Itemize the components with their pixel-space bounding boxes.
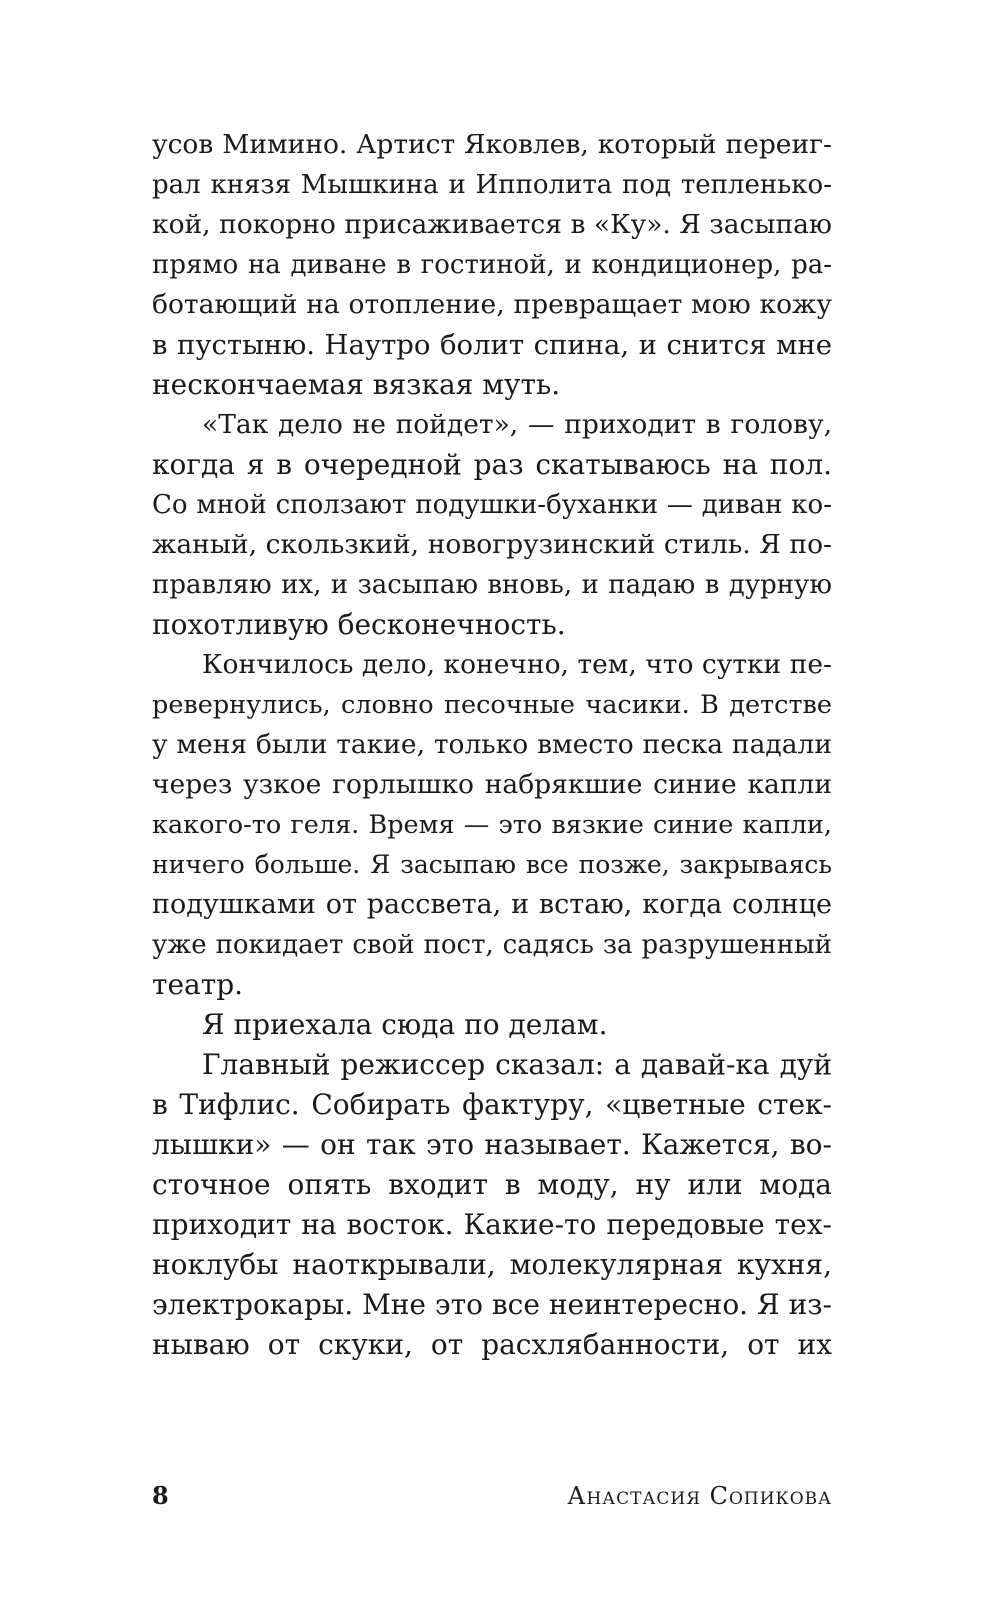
text-line: нываю от скуки, от расхлябанности, от их (152, 1328, 832, 1361)
text-line: приходит на восток. Какие-то передовые тех- (152, 1208, 832, 1241)
text-line: «Так дело не пойдет», — приходит в голову, (202, 409, 832, 440)
text-line: Я приехала сюда по делам. (202, 1008, 608, 1041)
text-line: подушками от рассвета, и встаю, когда солнце (152, 889, 832, 920)
text-line: жаный, скользкий, новогрузинский стиль. Я по- (152, 529, 832, 560)
text-line: Со мной сползают подушки-буханки — диван ко- (152, 490, 832, 520)
text-line: у меня были такие, только вместо песка падали (152, 729, 832, 760)
text-line: когда я в очередной раз скатываюсь на пол. (152, 448, 832, 481)
text-line: ботающий на отопление, превращает мою кожу (152, 289, 832, 320)
body-text (152, 125, 832, 1365)
text-line: в Тифлис. Собирать фактуру, «цветные стек- (152, 1088, 832, 1121)
running-head-author: Анастасия Сопикова (567, 1482, 832, 1510)
text-line: через узкое горлышко набрякшие синие капли (152, 769, 832, 800)
text-line: нескончаемая вязкая муть. (152, 368, 561, 401)
text-line: ревернулись, словно песочные часики. В детстве (152, 690, 832, 720)
text-line: рал князя Мышкина и Ипполита под тепленько- (152, 170, 832, 200)
text-line: ничего больше. Я засыпаю все позже, закрываясь (152, 850, 832, 879)
text-line: кой, покорно присаживается в «Ку». Я засыпаю (152, 209, 832, 240)
text-line: Кончилось дело, конечно, тем, что сутки пе- (202, 649, 832, 680)
text-line: похотливую бесконечность. (152, 608, 566, 641)
text-line: Главный режиссер сказал: а давай-ка дуй (202, 1048, 832, 1081)
text-line: прямо на диване в гостиной, и кондиционер, ра- (152, 250, 832, 280)
text-line: в пустыню. Наутро болит спина, и снится мне (152, 329, 832, 361)
text-line: сточное опять входит в моду, ну или мода (152, 1168, 832, 1201)
text-line: электрокары. Мне это все неинтересно. Я из- (152, 1288, 832, 1321)
text-line: уже покидает свой пост, садясь за разрушенный (152, 930, 832, 960)
text-line: ноклубы наоткрывали, молекулярная кухня, (152, 1248, 832, 1281)
text-line: лышки» — он так это называет. Кажется, во- (152, 1128, 832, 1161)
text-line: правляю их, и засыпаю вновь, и падаю в дурную (152, 570, 832, 600)
text-line: какого-то геля. Время — это вязкие синие капли, (152, 810, 832, 840)
page-number: 8 (152, 1481, 169, 1510)
text-line: театр. (152, 968, 244, 1001)
text-line: усов Мимино. Артист Яковлев, который переиг- (152, 129, 832, 160)
